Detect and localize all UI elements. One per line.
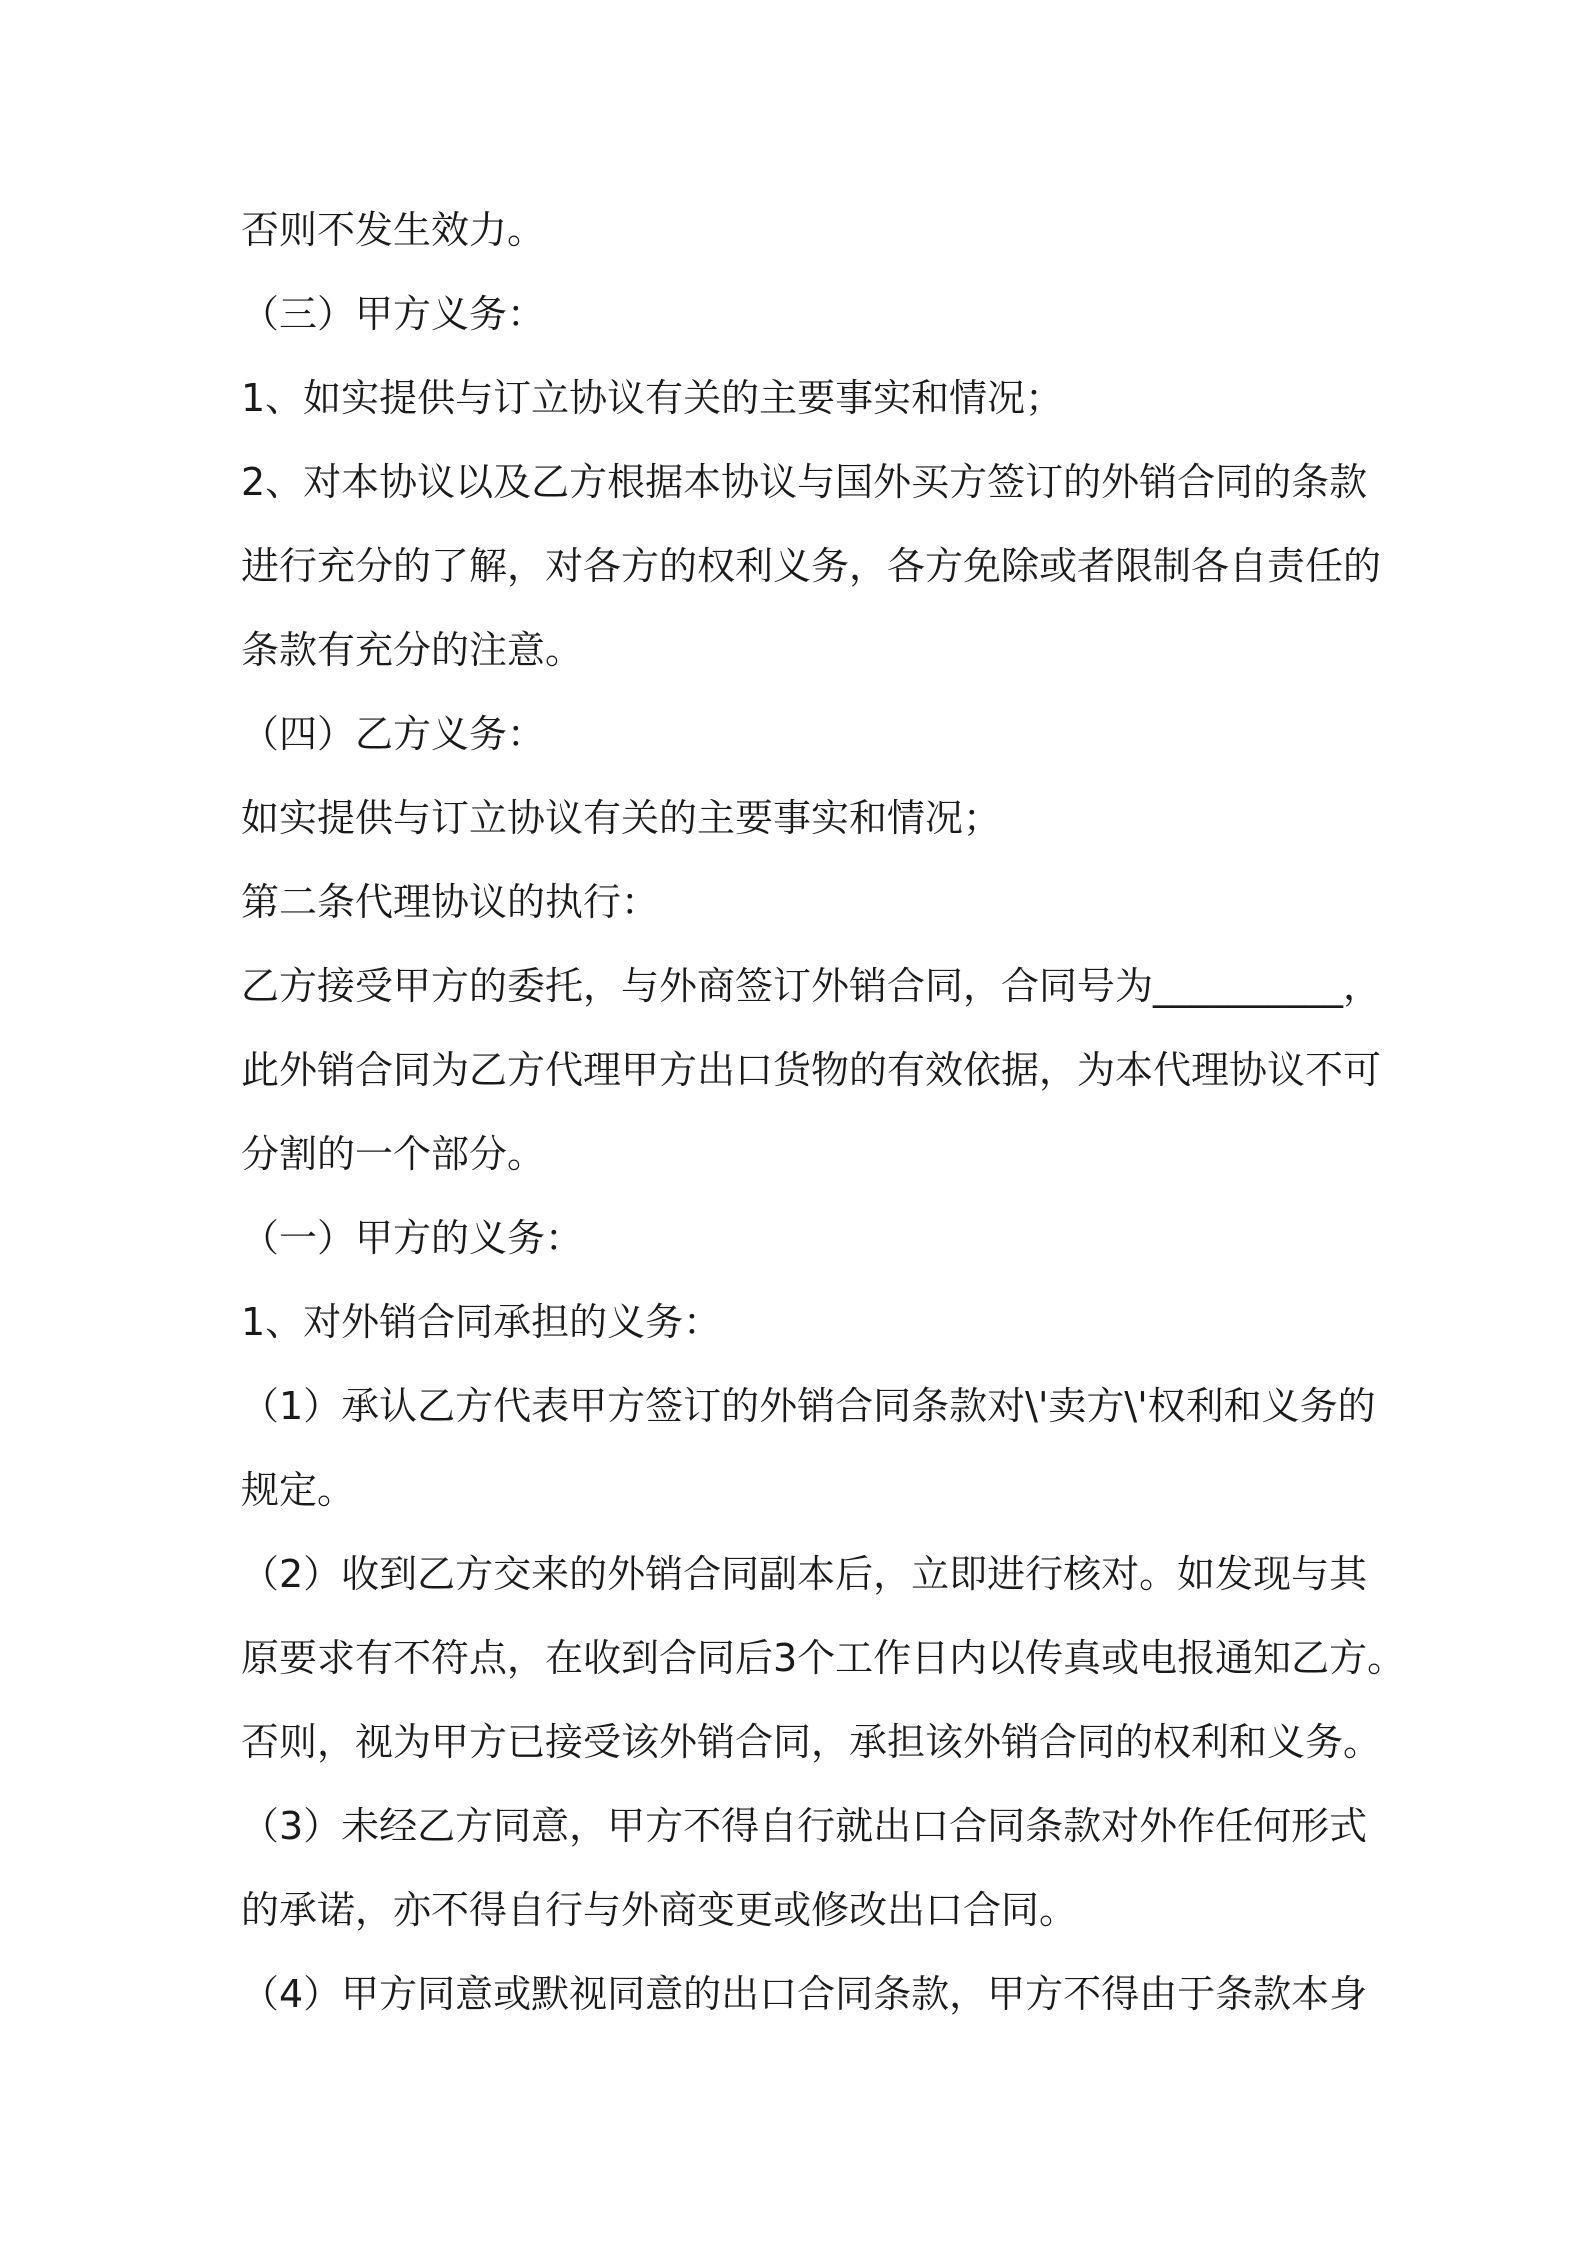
text-line: 原要求有不符点，在收到合同后3个工作日内以传真或电报通知乙方。: [241, 1636, 1406, 1680]
section-heading: （一）甲方的义务：: [241, 1216, 584, 1260]
section-heading: （三）甲方义务：: [241, 292, 546, 336]
text-line: （1）承认乙方代表甲方签订的外销合同条款对\'卖方\'权利和义务的: [241, 1384, 1376, 1428]
text-line: 1、对外销合同承担的义务：: [241, 1300, 722, 1344]
text-line: 否则，视为甲方已接受该外销合同，承担该外销合同的权利和义务。: [241, 1720, 1382, 1764]
text-line: 规定。: [241, 1468, 356, 1512]
article-heading: 第二条代理协议的执行：: [241, 880, 660, 924]
text-line: 1、如实提供与订立协议有关的主要事实和情况；: [241, 376, 1064, 420]
text-line: 此外销合同为乙方代理甲方出口货物的有效依据，为本代理协议不可: [241, 1048, 1382, 1092]
text-line: （4）甲方同意或默视同意的出口合同条款，甲方不得由于条款本身: [241, 1972, 1368, 2016]
text-line: （2）收到乙方交来的外销合同副本后，立即进行核对。如发现与其: [241, 1552, 1368, 1596]
text-line: 分割的一个部分。: [241, 1132, 546, 1176]
text-line: 如实提供与订立协议有关的主要事实和情况；: [241, 796, 1002, 840]
text-line: 2、对本协议以及乙方根据本协议与国外买方签订的外销合同的条款: [241, 460, 1368, 504]
text-line: 的承诺，亦不得自行与外商变更或修改出口合同。: [241, 1888, 1078, 1932]
text-line: 条款有充分的注意。: [241, 628, 584, 672]
text-line: 否则不发生效力。: [241, 208, 546, 252]
text-line: （3）未经乙方同意，甲方不得自行就出口合同条款对外作任何形式: [241, 1804, 1368, 1848]
text-line: 进行充分的了解，对各方的权利义务，各方免除或者限制各自责任的: [241, 544, 1382, 588]
section-heading: （四）乙方义务：: [241, 712, 546, 756]
text-line: 乙方接受甲方的委托，与外商签订外销合同，合同号为__________，: [241, 964, 1382, 1008]
